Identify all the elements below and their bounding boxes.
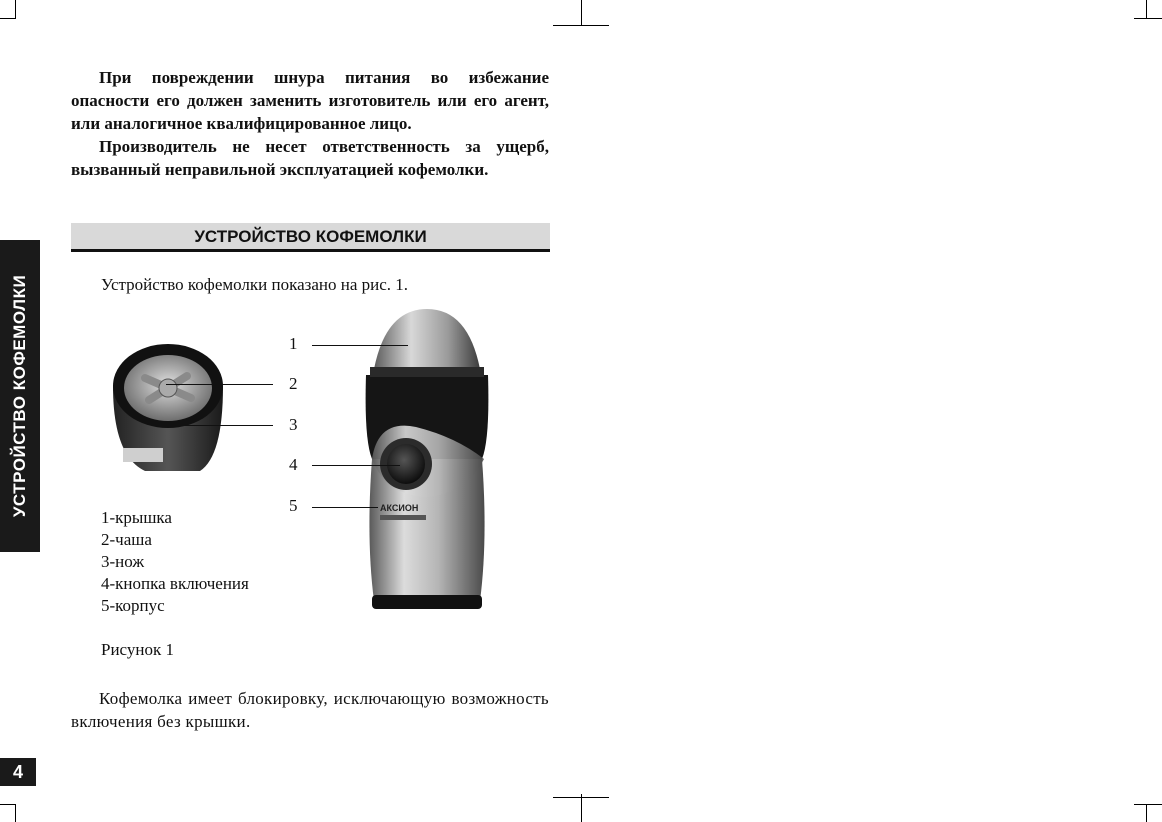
figure-legend xyxy=(101,507,249,617)
callout-number-1: 1 xyxy=(289,334,298,353)
crop-mark xyxy=(1146,804,1147,822)
crop-mark xyxy=(0,804,16,805)
crop-mark xyxy=(15,0,16,18)
paragraph-cord-warning: При повреждении шнура питания во избежание опасности его должен заменить изготовитель или его агент, или аналогичное квалифицированное лицо. xyxy=(71,68,549,133)
intro-text: Устройство кофемолки показано на рис. 1. xyxy=(101,275,409,294)
callout-number-5: 5 xyxy=(289,496,298,515)
page-number: 4 xyxy=(0,758,36,786)
crop-mark xyxy=(581,0,582,26)
grinder-bowl-image xyxy=(105,336,230,476)
paragraph-lock: Кофемолка имеет блокировку, исключающую возможность включения без крышки. xyxy=(71,689,549,731)
callout-line xyxy=(162,425,273,426)
callout-line xyxy=(166,384,273,385)
callout-number-3: 3 xyxy=(289,415,298,434)
crop-mark xyxy=(0,18,16,19)
crop-mark xyxy=(1134,804,1162,805)
legend-item: 5-корпус xyxy=(101,596,165,615)
crop-mark xyxy=(553,25,609,26)
callout-number-2: 2 xyxy=(289,374,298,393)
side-section-tab xyxy=(0,240,40,552)
crop-mark xyxy=(581,794,582,822)
crop-mark xyxy=(1134,18,1162,19)
paragraph-liability: Производитель не несет ответственность за ущерб, вызванный неправильной эксплуатацией кофемолки. xyxy=(71,137,549,179)
crop-mark xyxy=(1146,0,1147,18)
coffee-grinder-image xyxy=(356,309,498,615)
legend-item: 4-кнопка включения xyxy=(101,574,249,593)
figure-caption: Рисунок 1 xyxy=(101,640,174,659)
callout-line xyxy=(312,507,378,508)
legend-item: 3-нож xyxy=(101,552,145,571)
callout-number-4: 4 xyxy=(289,455,298,474)
crop-mark xyxy=(553,797,609,798)
callout-line xyxy=(312,465,400,466)
legend-item: 1-крышка xyxy=(101,508,172,527)
side-tab-label: УСТРОЙСТВО КОФЕМОЛКИ xyxy=(10,274,29,518)
crop-mark xyxy=(15,804,16,822)
section-heading: УСТРОЙСТВО КОФЕМОЛКИ xyxy=(71,223,550,252)
svg-text:АКСИОН: АКСИОН xyxy=(380,503,419,513)
callout-line xyxy=(312,345,408,346)
legend-item: 2-чаша xyxy=(101,530,152,549)
